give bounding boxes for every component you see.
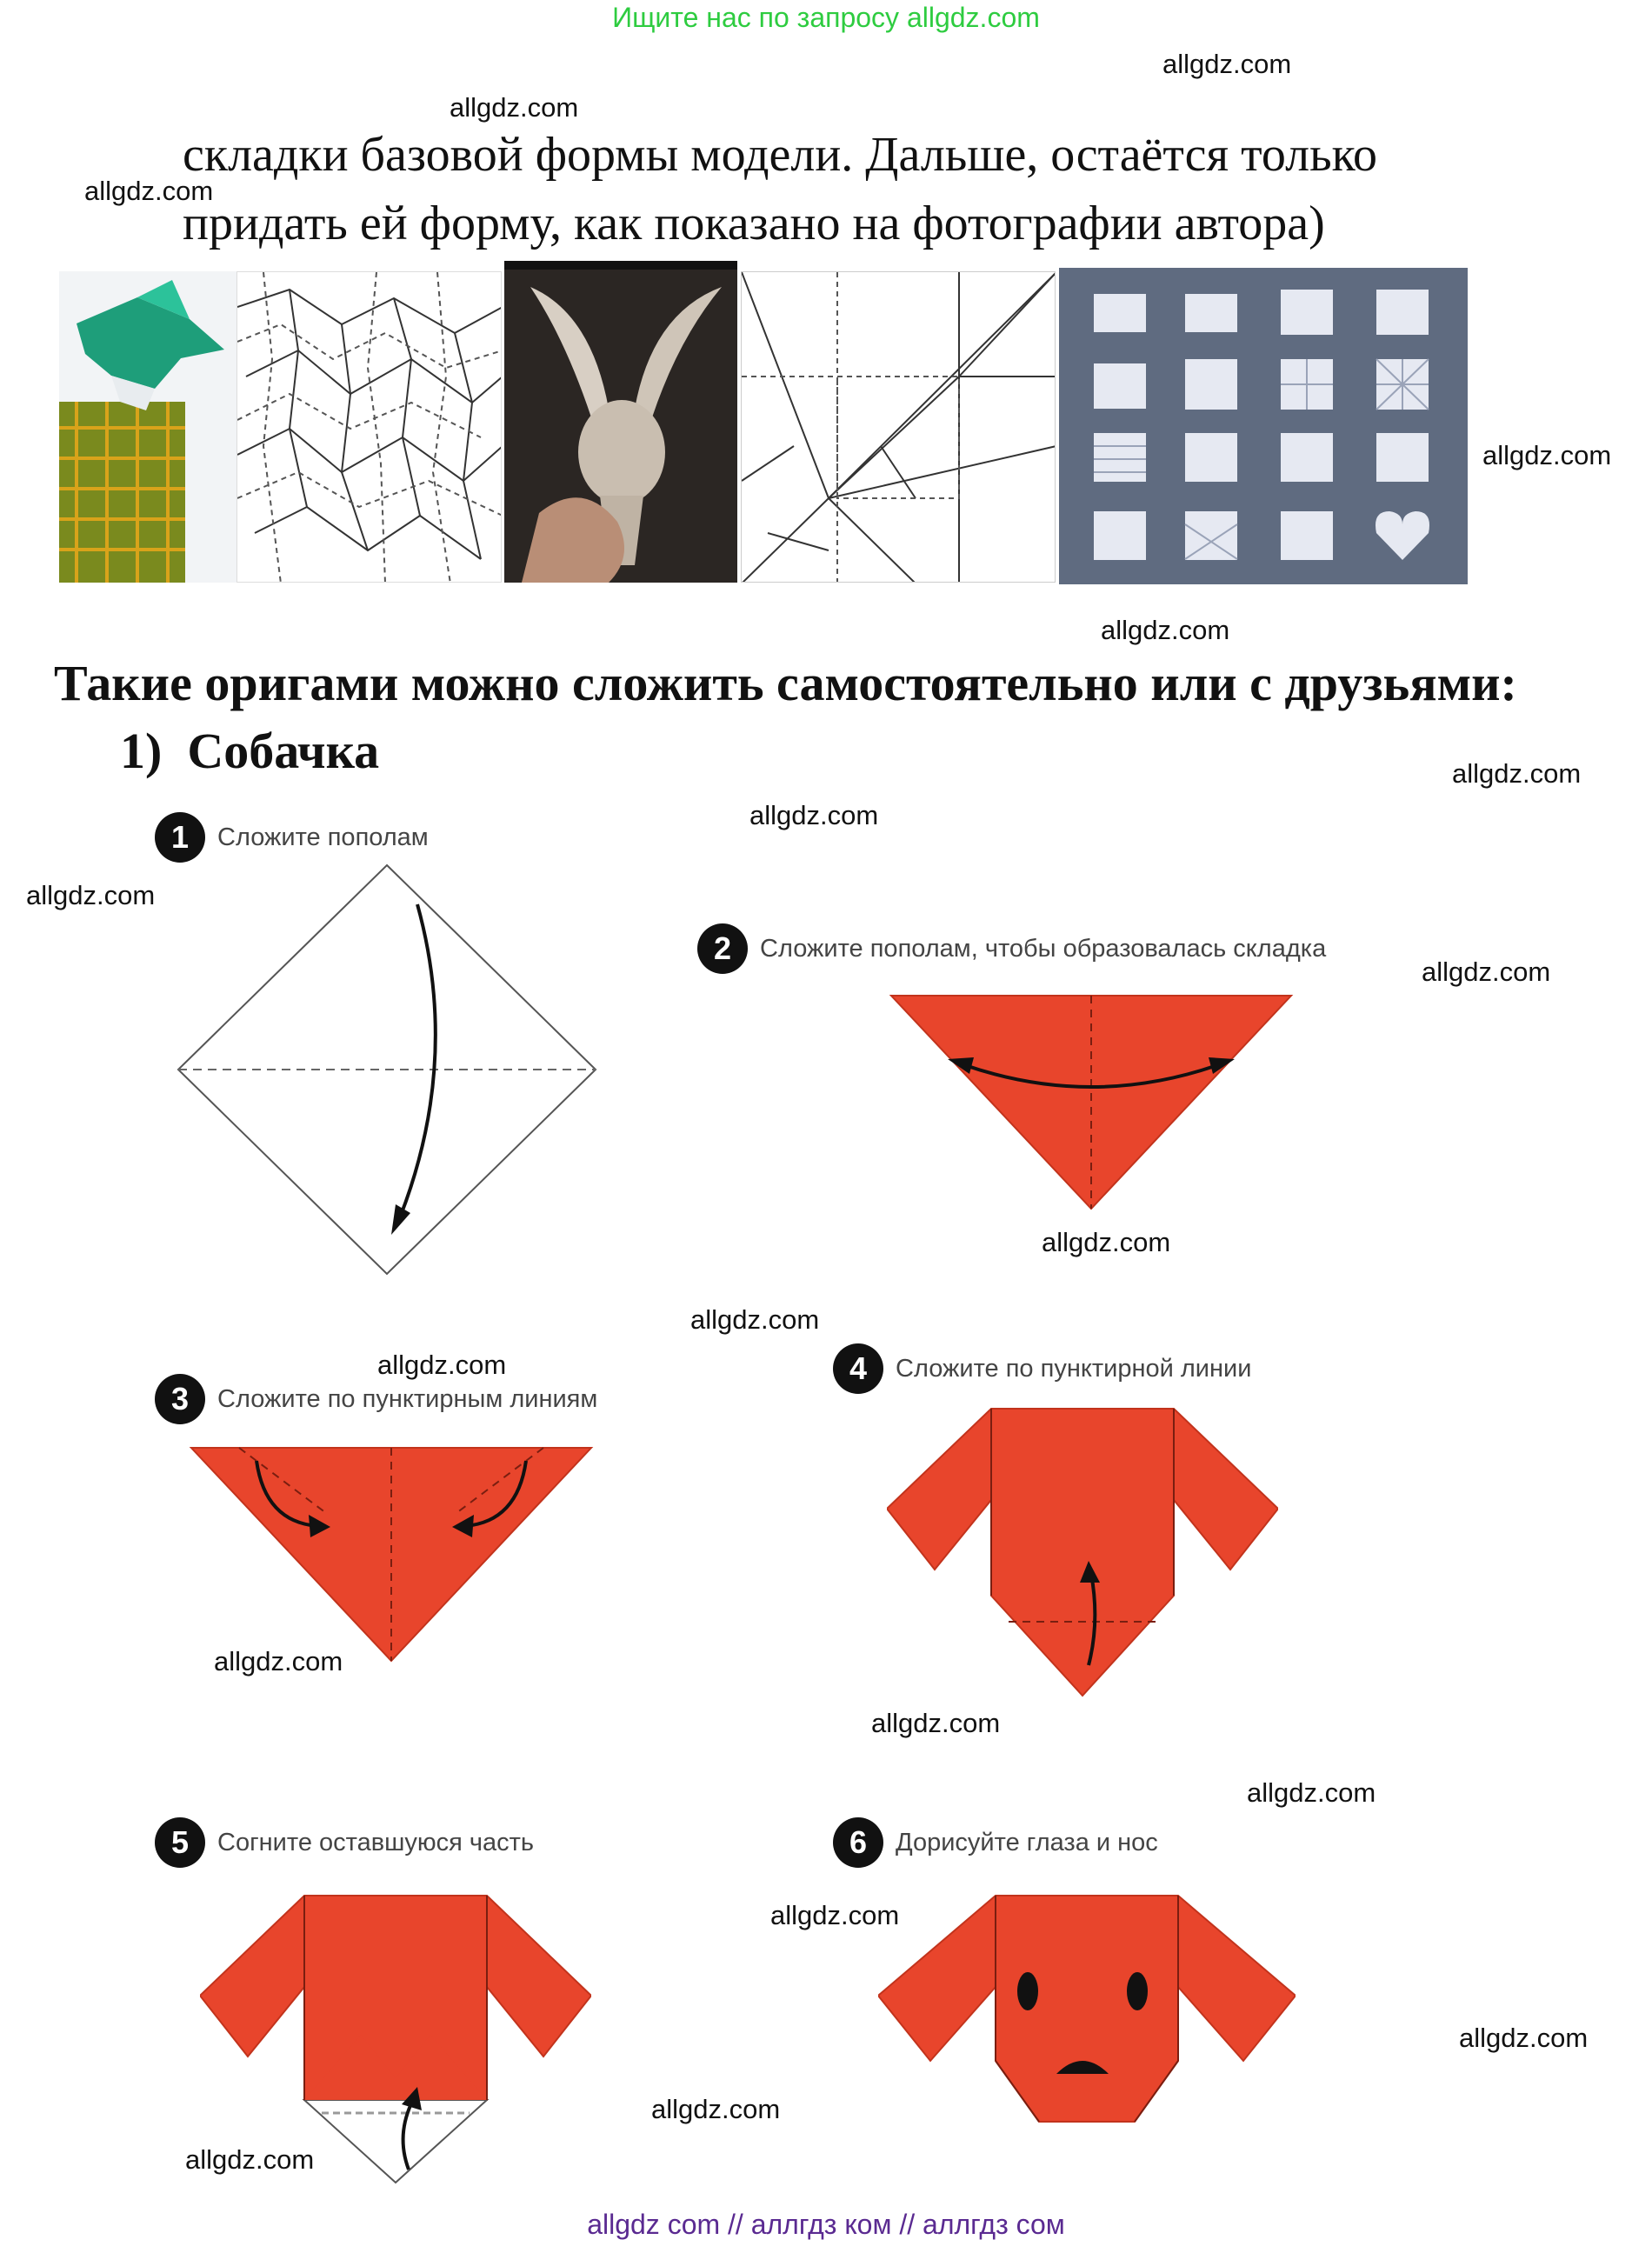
step-6-diagram (878, 1891, 1296, 2126)
list-item-dog (120, 722, 379, 780)
right-eye (1127, 1972, 1148, 2010)
step-instruction: Согните оставшуюся часть (217, 1828, 535, 1856)
watermark: allgdz.com (651, 2094, 781, 2124)
photo-fold-samples (1059, 268, 1468, 584)
watermark: allgdz.com (26, 880, 156, 910)
watermark: allgdz.com (214, 1646, 343, 1676)
footer-watermark: allgdz com // аллгдз ком // аллгдз сом (587, 2209, 1065, 2240)
crease-pattern-1 (236, 271, 502, 583)
watermark: allgdz.com (1422, 957, 1551, 987)
watermark: allgdz.com (1101, 615, 1230, 645)
watermark: allgdz.com (871, 1708, 1001, 1738)
step-4-label (833, 1343, 1251, 1394)
step-instruction: Дорисуйте глаза и нос (896, 1828, 1158, 1856)
step-3-diagram (187, 1443, 596, 1665)
step-1-diagram (174, 861, 600, 1278)
top-banner: Ищите нас по запросу allgdz.com (612, 2, 1040, 33)
watermark: allgdz.com (770, 1900, 900, 1930)
watermark: allgdz.com (450, 92, 579, 123)
step-5-label (155, 1817, 534, 1868)
watermark: allgdz.com (185, 2144, 315, 2175)
list-item-number: 1) (120, 723, 163, 779)
step-2-diagram (887, 991, 1296, 1213)
step-2-label (697, 923, 1326, 974)
step-number-badge: 2 (697, 923, 748, 974)
section-heading: Такие оригами можно сложить самостоятельно или с друзьями: (54, 655, 1517, 711)
step-number-badge: 4 (833, 1343, 883, 1394)
left-eye (1017, 1972, 1038, 2010)
step-3-label (155, 1374, 597, 1424)
watermark: allgdz.com (1459, 2023, 1589, 2053)
watermark: allgdz.com (1452, 758, 1582, 789)
paragraph-line-2: придать ей форму, как показано на фотографии автора) (183, 197, 1325, 250)
step-1-label (155, 812, 429, 863)
watermark: allgdz.com (84, 176, 214, 206)
paragraph-line-1: складки базовой формы модели. Дальше, остаётся только (183, 128, 1378, 182)
step-instruction: Сложите по пунктирной линии (896, 1354, 1252, 1383)
step-instruction: Сложите пополам (217, 823, 429, 851)
watermark: allgdz.com (1247, 1777, 1376, 1808)
watermark: allgdz.com (749, 800, 879, 830)
crease-pattern-2 (741, 271, 1056, 583)
watermark: allgdz.com (690, 1304, 820, 1335)
step-5-diagram (200, 1891, 591, 2187)
step-instruction: Сложите пополам, чтобы образовалась складка (760, 934, 1327, 963)
step-instruction: Сложите по пунктирным линиям (217, 1384, 598, 1413)
photo-bunny-model (504, 261, 737, 583)
watermark: allgdz.com (1042, 1227, 1171, 1257)
step-number-badge: 3 (155, 1374, 205, 1424)
watermark: allgdz.com (1162, 49, 1292, 79)
step-number-badge: 6 (833, 1817, 883, 1868)
step-number-badge: 1 (155, 812, 205, 863)
watermark: allgdz.com (1482, 440, 1612, 470)
photo-bird-model (59, 271, 236, 583)
step-6-label (833, 1817, 1158, 1868)
watermark: allgdz.com (377, 1350, 507, 1380)
step-4-diagram (887, 1404, 1278, 1700)
step-number-badge: 5 (155, 1817, 205, 1868)
list-item-title: Собачка (187, 723, 380, 779)
